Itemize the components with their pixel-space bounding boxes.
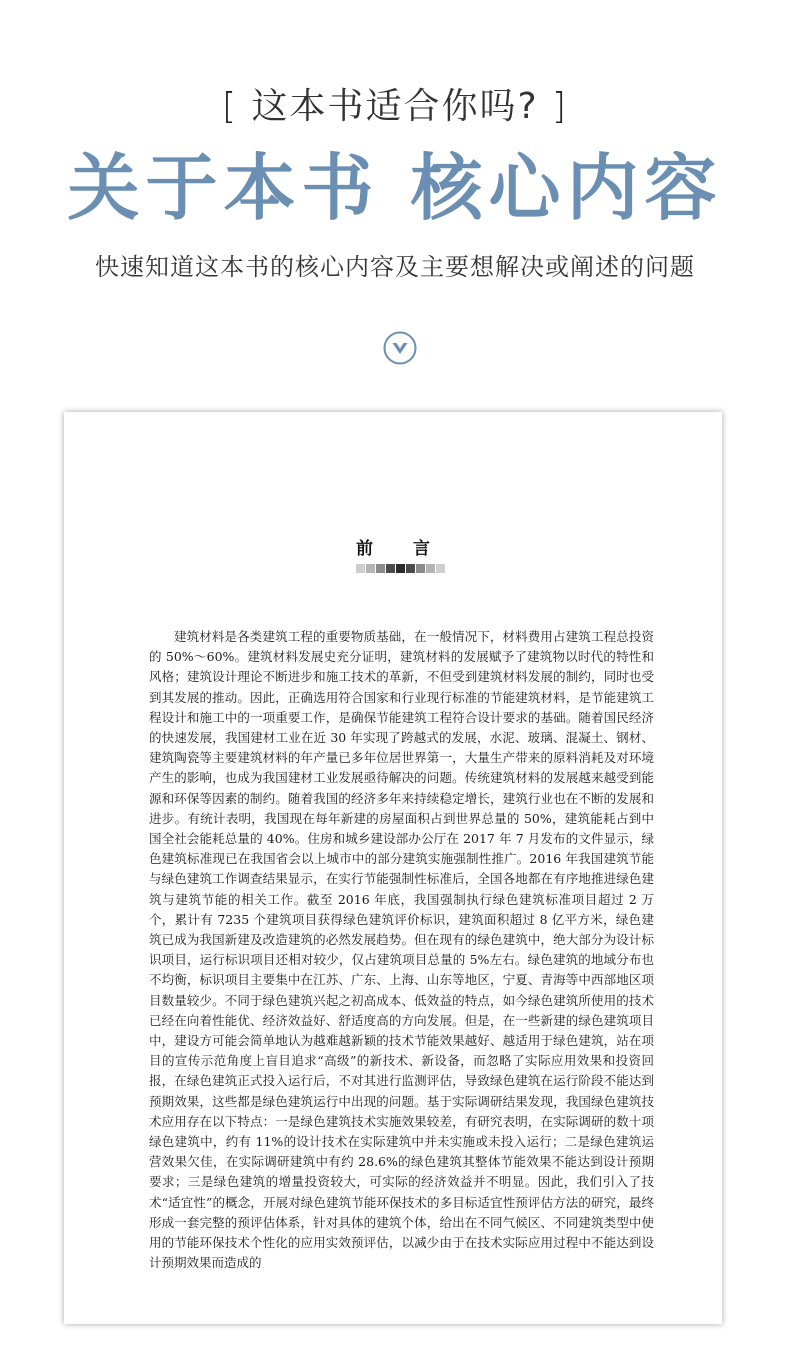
title-decoration (356, 564, 445, 573)
deco-square (396, 564, 405, 573)
preface-body (149, 627, 654, 1274)
bracket-right: ] (552, 86, 569, 127)
deco-square (436, 564, 445, 573)
deco-square (376, 564, 385, 573)
chevron-down-circle-icon[interactable] (382, 330, 418, 366)
bracket-left: [ (221, 86, 238, 127)
deco-square (426, 564, 435, 573)
deco-square (406, 564, 415, 573)
headline: 关于本书 核心内容 (67, 145, 723, 230)
page-title-right: 言 (413, 539, 430, 559)
subtitle: 快速知道这本书的核心内容及主要想解决或阐述的问题 (95, 253, 695, 281)
deco-square (416, 564, 425, 573)
preface-paragraph: 建筑材料是各类建筑工程的重要物质基础，在一般情况下，材料费用占建筑工程总投资的 50%～60%。建筑材料发展史充分证明，建筑材料的发展赋予了建筑物以时代的特性和风格；建筑设计理论不断进步和施工技术的革新，不但受到建筑材料发展的制约，同时也受到其发展的推动。因此，正确选用符合国家和行业现行标准的节能建筑材料，是节能建筑工程设计和施工中的一项重要工作，是确保节能建筑工程符合设计要求的基础。随着国民经济的快速发展，我国建材工业在近 30 年实现了跨越式的发展，水泥、玻璃、混凝土、钢材、建筑陶瓷等主要建筑材料的年产量已多年位居世界第一，大量生产带来的原料消耗及对环境产生的影响，也成为我国建材工业发展亟待解决的问题。传统建筑材料的发展越来越受到能源和环保等因素的制约。随着我国的经济多年来持续稳定增长，建筑行业也在不断的发展和进步。有统计表明，我国现在每年新建的房屋面积占到世界总量的 50%，建筑能耗占到中国全社会能耗总量的 40%。住房和城乡建设部办公厅在 2017 年 7 月发布的文件显示，绿色建筑标准现已在我国省会以上城市中的部分建筑实施强制性推广。2016 年我国建筑节能与绿色建筑工作调查结果显示，在实行节能强制性标准后，全国各地都在有序地推进绿色建筑与建筑节能的相关工作。截至 2016 年底，我国强制执行绿色建筑标准项目超过 2 万个，累计有 7235 个建筑项目获得绿色建筑评价标识，建筑面积超过 8 亿平方米，绿色建筑已成为我国新建及改造建筑的必然发展趋势。但在现有的绿色建筑中，绝大部分为设计标识项目，运行标识项目还相对较少，仅占建筑项目总量的 5%左右。绿色建筑的地域分布也不均衡，标识项目主要集中在江苏、广东、上海、山东等地区，宁夏、青海等中西部地区项目数量较少。不同于绿色建筑兴起之初高成本、低效益的特点，如今绿色建筑所使用的技术已经在向着性能优、经济效益好、舒适度高的方向发展。但是，在一些新建的绿色建筑项目中，建设方可能会简单地认为越难越新颖的技术节能效果越好、越适用于绿色建筑，站在项目的宣传示范角度上盲目追求“高级”的新技术、新设备，而忽略了实际应用效果和投资回报，在绿色建筑正式投入运行后，不对其进行监测评估，导致绿色建筑在运行阶段不能达到预期效果，这些都是绿色建筑运行中出现的问题。基于实际调研结果发现，我国绿色建筑技术应用存在以下特点：一是绿色建筑技术实施效果较差，有研究表明，在实际调研的数十项绿色建筑中，约有 11%的设计技术在实际建筑中并未实施或未投入运行；二是绿色建筑运营效果欠佳，在实际调研建筑中有约 28.6%的绿色建筑其整体节能效果不能达到设计预期要求；三是绿色建筑的增量投资较大，可实际的经济效益并不明显。因此，我们引入了技术“适宜性”的概念，开展对绿色建筑节能环保技术的多目标适宜性预评估方法的研究，最终形成一套完整的预评估体系，针对具体的建筑个体，给出在不同气候区、不同建筑类型中使用的节能环保技术个性化的应用实效预评估，以减少由于在技术实际应用过程中不能达到设计预期效果而造成的 (149, 629, 654, 1271)
deco-square (386, 564, 395, 573)
page-title-left: 前 (356, 539, 373, 559)
page-title (64, 534, 722, 559)
deco-square (356, 564, 365, 573)
question-text: 这本书适合你吗? (251, 86, 539, 127)
question-heading (0, 78, 790, 129)
book-page (64, 412, 722, 1324)
deco-square (366, 564, 375, 573)
